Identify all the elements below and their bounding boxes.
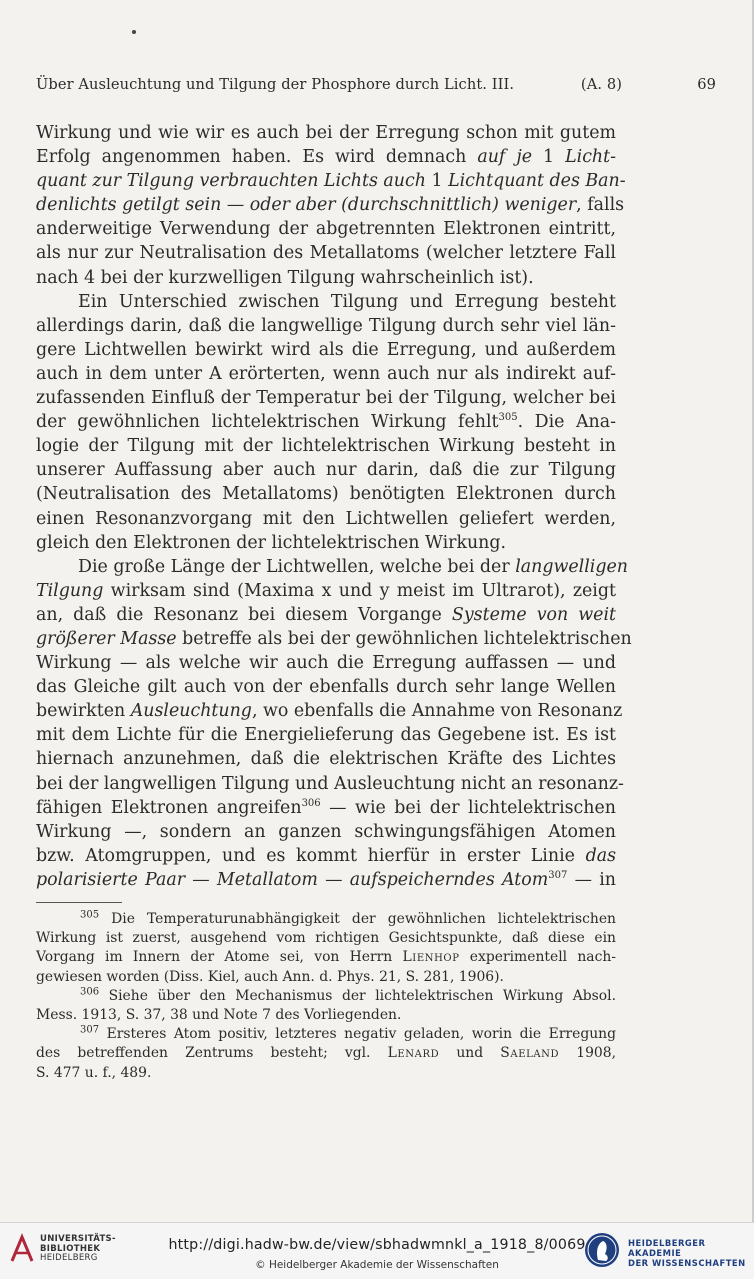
text-line: Die große Länge der Lichtwellen, welche bei der langwelligen [78,556,628,577]
text-line: bzw. Atomgruppen, und es kommt hierfür in erster Linie das [36,845,616,866]
page-number: 69 [697,76,716,93]
text-line: fähigen Elektronen angreifen$^{306}$ — wie bei der lichtelektrischen [36,797,616,818]
section-label: (A. 8) [580,76,622,93]
author-name: Lienhop [402,949,460,966]
footnote-marker: 305 [498,412,518,424]
footnote-marker: 305 [80,909,100,921]
text-line: hiernach anzunehmen, daß die elektrischen Kräfte des Lichtes [36,749,616,770]
text-line: an, daß die Resonanz bei diesem Vorgange Systeme von weit [36,604,616,625]
footnote-rule [36,902,122,903]
text-line: einen Resonanzvorgang mit den Lichtwellen geliefert werden, [36,508,616,529]
text-line: mit dem Lichte für die Energielieferung das Gegebene ist. Es ist [36,725,616,746]
text-line: anderweitige Verwendung der abgetrennten Elektronen eintritt, [36,219,616,240]
footnote-line: Wirkung ist zuerst, ausgehend vom richtigen Gesichtspunkte, daß diese ein [36,930,616,947]
footnote-marker: 307 [80,1024,100,1036]
permalink-url[interactable]: http://digi.hadw-bw.de/view/sbhadwmnkl_a_1918_8/0069 [168,1237,586,1253]
footnotes [36,910,616,1083]
author-name: Saeland [500,1045,560,1062]
author-name: Lenard [387,1045,440,1062]
text-line: größerer Masse betreffe als bei der gewöhnlichen lichtelektrischen [36,628,632,649]
text-line: Wirkung —, sondern an ganzen schwingungsfähigen Atomen [36,821,616,842]
text-line: Tilgung wirksam sind (Maxima x und y meist im Ultrarot), zeigt [36,580,616,601]
footnote-line: $^{307}$ Ersteres Atom positiv, letzteres negativ geladen, worin die Erregung [80,1024,616,1043]
text-line: der gewöhnlichen lichtelektrischen Wirkung fehlt$^{305}$. Die Ana- [36,412,616,433]
text-line: auch in dem unter A erörterten, wenn auch nur als indirekt auf- [36,363,616,384]
text-line: Wirkung — als welche wir auch die Erregung auffassen — und [36,653,616,674]
text-line: Wirkung und wie wir es auch bei der Erregung schon mit gutem [36,123,616,143]
academy-seal-icon[interactable] [583,1230,621,1270]
text-line: als nur zur Neutralisation des Metallatoms (welcher letztere Fall [36,243,616,264]
text-line: allerdings darin, daß die langwellige Tilgung durch sehr viel län- [36,315,616,336]
running-head [36,76,716,93]
footnote-marker: 307 [548,870,568,882]
body-text [36,121,632,892]
footnote-line: $^{305}$ Die Temperaturunabhängigkeit der gewöhnlichen lichtelektrischen [80,909,616,927]
text-line: denlichts getilgt sein — oder aber (durchschnittlich) weniger, falls [36,195,625,216]
text-line: (Neutralisation des Metallatoms) benötigten Elektronen durch [36,484,616,505]
footnote-line: des betreffenden Zentrums besteht; vgl. Lenard und Saeland 1908, [36,1045,616,1062]
text-line: gere Lichtwellen bewirkt wird als die Erregung, und außerdem [36,339,616,360]
footnote-marker: 306 [301,797,321,809]
scan-speck [132,30,136,34]
footnote-marker: 306 [80,986,100,998]
academy-name: HEIDELBERGER AKADEMIE DER WISSENSCHAFTEN [628,1238,746,1269]
footnote-line: Mess. 1913, S. 37, 38 und Note 7 des Vorliegenden. [36,1007,402,1024]
text-line: bei der langwelligen Tilgung und Ausleuchtung nicht an resonanz- [36,773,624,794]
copyright-notice: © Heidelberger Akademie der Wissenschaften [255,1259,499,1271]
text-line: bewirkten Ausleuchtung, wo ebenfalls die Annahme von Resonanz [36,701,623,722]
footnote-line: $^{306}$ Siehe über den Mechanismus der lichtelektrischen Wirkung Absol. [80,986,616,1004]
footnote-line: Vorgang im Innern der Atome sei, von Herrn Lienhop experimentell nach- [36,949,616,966]
text-line: Ein Unterschied zwischen Tilgung und Erregung besteht [78,291,616,312]
footnote-line: gewiesen worden (Diss. Kiel, auch Ann. d. Phys. 21, S. 281, 1906). [36,968,504,985]
viewer-footer [0,1222,754,1279]
text-line: quant zur Tilgung verbrauchten Lichts auch 1 Lichtquant des Ban- [36,171,626,192]
text-line: polarisierte Paar — Metallatom — aufspeicherndes Atom$^{307}$ — in [36,869,616,890]
text-line: das Gleiche gilt auch von der ebenfalls durch sehr lange Wellen [36,677,616,698]
text-line: nach 4 bei der kurzwelligen Tilgung wahrscheinlich ist). [36,267,534,288]
footnote-line: S. 477 u. f., 489. [36,1064,152,1081]
text-line: zufassenden Einfluß der Temperatur bei der Tilgung, welcher bei [36,388,616,409]
running-title: Über Ausleuchtung und Tilgung der Phosphore durch Licht. III. [36,76,515,93]
text-line: logie der Tilgung mit der lichtelektrischen Wirkung besteht in [36,436,616,457]
text-line: gleich den Elektronen der lichtelektrischen Wirkung. [36,532,507,553]
university-library-name: UNIVERSITÄTS- BIBLIOTHEK HEIDELBERG [40,1234,116,1264]
text-line: unserer Auffassung aber auch nur darin, daß die zur Tilgung [36,460,616,481]
text-line: Erfolg angenommen haben. Es wird demnach auf je 1 Licht- [36,147,616,168]
